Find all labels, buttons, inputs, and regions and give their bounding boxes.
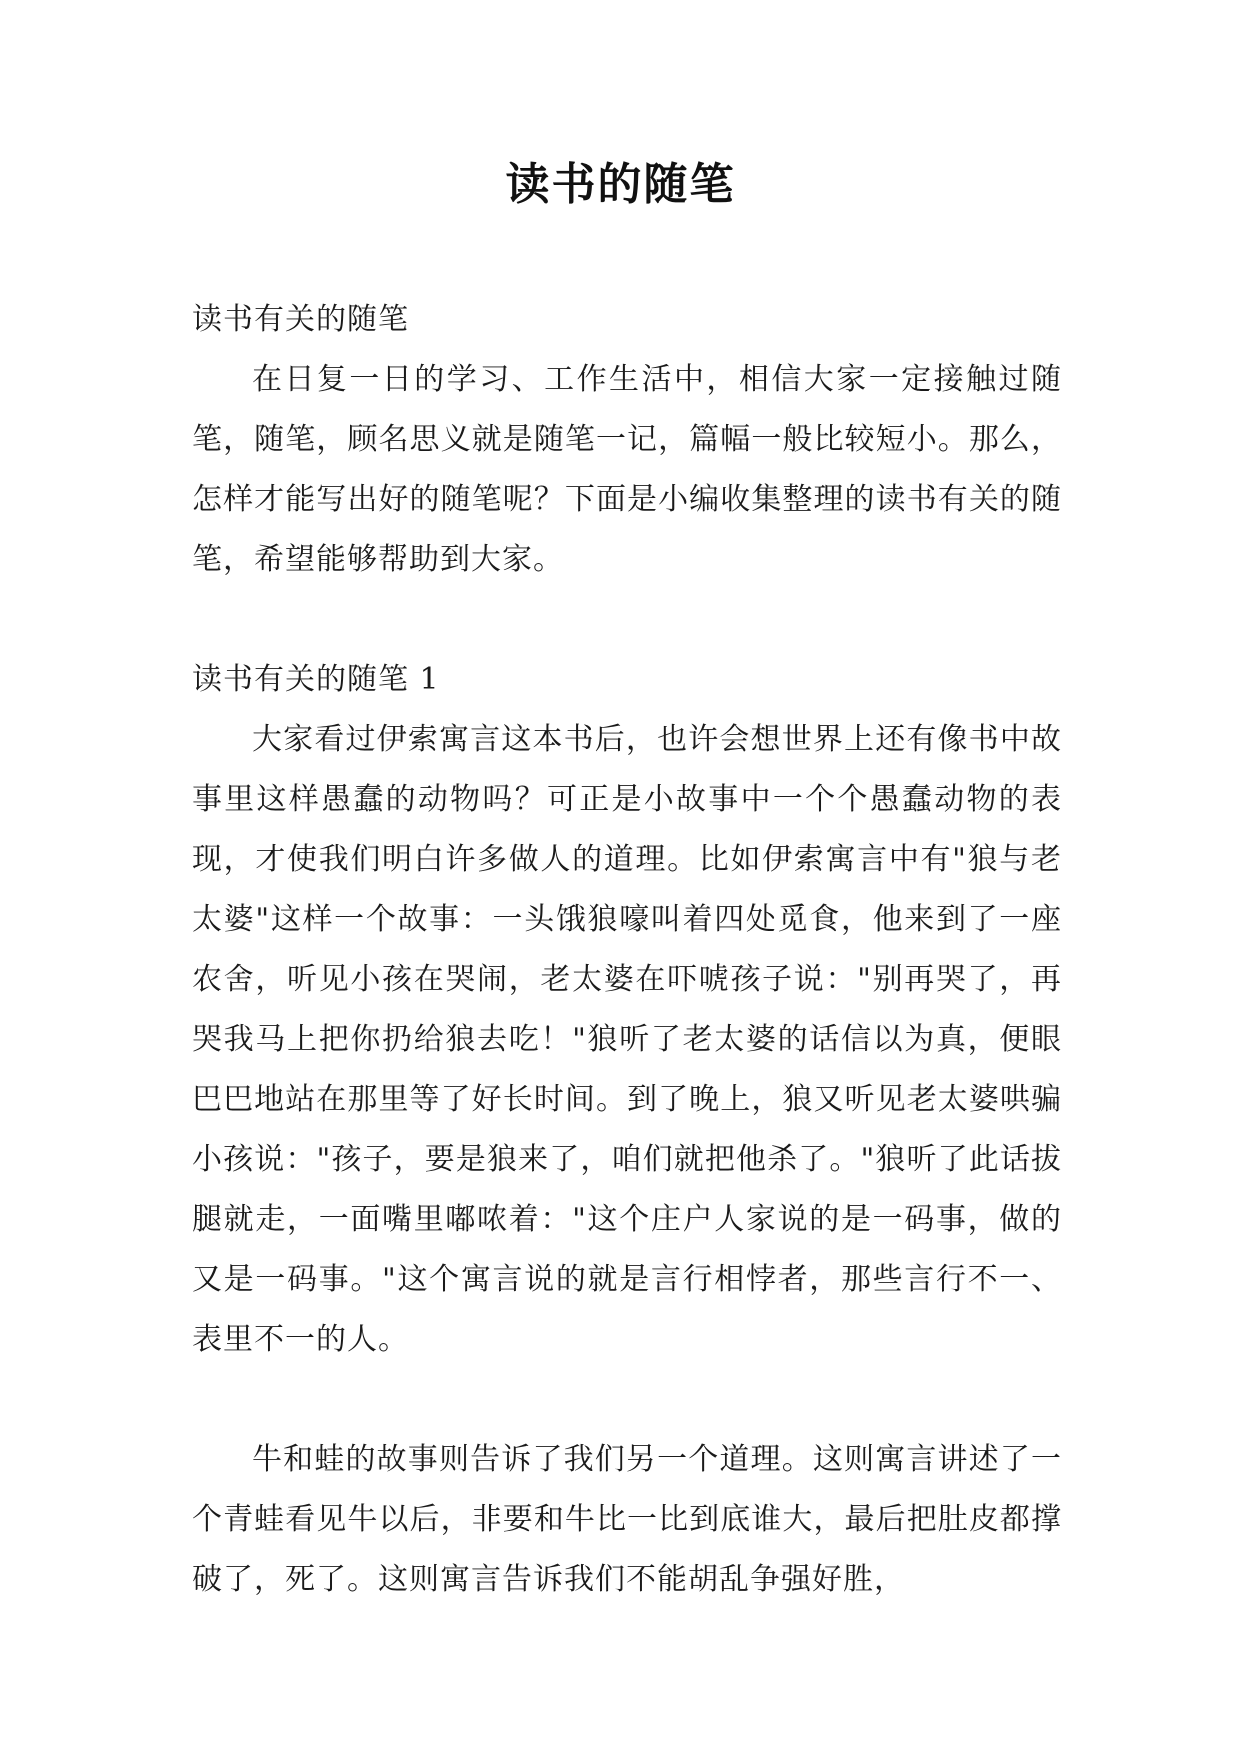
paragraph: 大家看过伊索寓言这本书后，也许会想世界上还有像书中故事里这样愚蠢的动物吗？可正是小故事中一个个愚蠢动物的表现，才使我们明白许多做人的道理。比如伊索寓言中有"狼与老太婆"这样一个故事：一头饿狼嚎叫着四处觅食，他来到了一座农舍，听见小孩在哭闹，老太婆在吓唬孩子说："别再哭了，再哭我马上把你扔给狼去吃！"狼听了老太婆的话信以为真，便眼巴巴地站在那里等了好长时间。到了晚上，狼又听见老太婆哄骗小孩说："孩子，要是狼来了，咱们就把他杀了。"狼听了此话拔腿就走，一面嘴里嘟哝着："这个庄户人家说的是一码事，做的又是一码事。"这个寓言说的就是言行相悖者，那些言行不一、表里不一的人。 xyxy=(192,722,1062,1357)
section-intro xyxy=(192,290,1062,590)
paragraph-spacer xyxy=(192,1370,1062,1430)
paragraph: 牛和蛙的故事则告诉了我们另一个道理。这则寓言讲述了一个青蛙看见牛以后，非要和牛比一比到底谁大，最后把肚皮都撑破了，死了。这则寓言告诉我们不能胡乱争强好胜， xyxy=(192,1442,1062,1597)
document-title: 读书的随笔 xyxy=(505,159,736,210)
section-spacer xyxy=(192,590,1062,650)
document-body xyxy=(192,290,1062,1610)
paragraph: 在日复一日的学习、工作生活中，相信大家一定接触过随笔，随笔，顾名思义就是随笔一记，篇幅一般比较短小。那么，怎样才能写出好的随笔呢？下面是小编收集整理的读书有关的随笔，希望能够帮助到大家。 xyxy=(192,362,1062,577)
section-essay-1 xyxy=(192,650,1062,1610)
section-heading: 读书有关的随笔 1 xyxy=(192,662,440,697)
section-heading: 读书有关的随笔 xyxy=(192,302,409,337)
